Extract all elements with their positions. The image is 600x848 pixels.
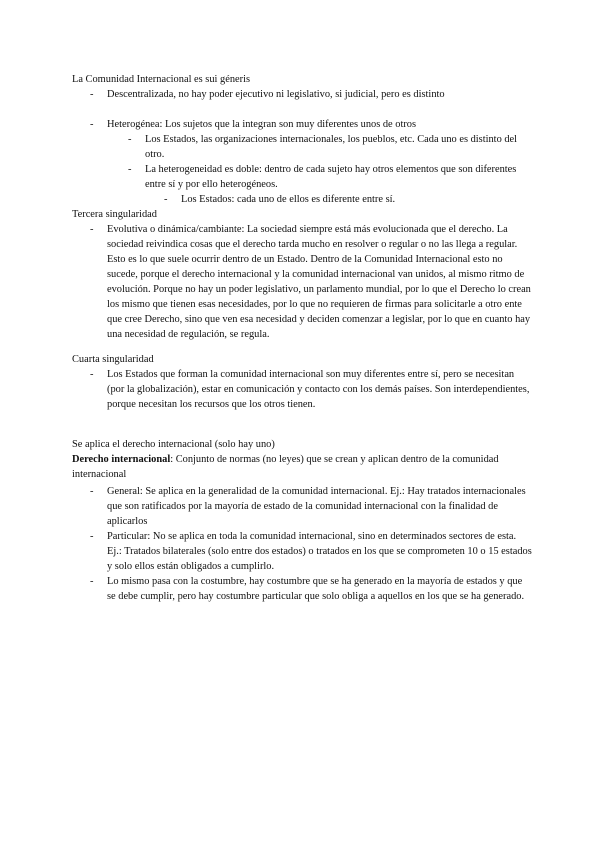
bullet-dash: -	[90, 369, 94, 380]
list-item: - Heterogénea: Los sujetos que la integran son muy diferentes unos de otros	[90, 119, 417, 130]
list-item: - Particular: No se aplica en toda la comunidad internacional, sino en determinados sectores de esta. Ej.: Tratados bilaterales (solo entre dos estados) o tratados en los que se comprometen 10 o 15 estados y solo ellos están obligados a cumplirlo.	[90, 531, 532, 572]
definition-text: : Conjunto de normas (no leyes) que se crean y aplican dentro de la comunidad internacional	[72, 454, 499, 480]
bullet-dash: -	[128, 164, 132, 175]
heading-tercera-singularidad: Tercera singularidad	[72, 209, 157, 220]
list-item: - La heterogeneidad es doble: dentro de cada sujeto hay otros elementos que son diferentes entre sí y por ello heterogéneos.	[128, 164, 517, 190]
bullet-dash: -	[90, 531, 94, 542]
list-item: - Descentralizada, no hay poder ejecutivo ni legislativo, si judicial, pero es distinto	[90, 89, 445, 100]
bullet-dash: -	[90, 224, 94, 235]
bullet-dash: -	[90, 89, 94, 100]
list-cuarta-singularidad	[72, 367, 532, 412]
bullet-dash: -	[128, 134, 132, 145]
list-item: - Los Estados, las organizaciones internacionales, los pueblos, etc. Cada uno es distinto del otro.	[128, 134, 518, 160]
heading-comunidad-sui-generis: La Comunidad Internacional es sui géneris	[72, 74, 251, 85]
bullet-dash: -	[90, 576, 94, 587]
heading-cuarta-singularidad: Cuarta singularidad	[72, 354, 154, 365]
list-comunidad-features	[72, 87, 532, 102]
list-heterogenea	[72, 117, 532, 207]
list-tercera-singularidad	[72, 222, 532, 342]
bullet-dash: -	[90, 119, 94, 130]
bullet-dash: -	[90, 486, 94, 497]
definition-term: Derecho internacional	[72, 454, 171, 465]
definition-derecho-internacional	[72, 452, 532, 482]
list-item: - Los Estados que forman la comunidad internacional son muy diferentes entre sí, pero se necesitan (por la globalización), estar en comunicación y contacto con los demás países. Son interdependientes, porque necesitan los recursos que los otros tienen.	[90, 369, 530, 410]
list-item: - Los Estados: cada uno de ellos es diferente entre sí.	[164, 194, 396, 205]
list-item: - Evolutiva o dinámica/cambiante: La sociedad siempre está más evolucionada que el derecho. La sociedad reivindica cosas que el derecho tarda mucho en resolver o regular o no las llega a regular. Esto es lo que suele ocurrir dentro de un Estado. Dentro de la Comunidad Internacional esto no sucede, porque el derecho internacional y la comunidad internacional van unidos, al mismo ritmo de evolución. Porque no hay un poder legislativo, un parlamento mundial, por lo que el Derecho lo crean los mismo que tienen esas necesidades, por lo que no requieren de firmas para solicitarle a otro ente que cree Derecho, sino que ven esa necesidad y deciden comenzar a legislar, por lo que en cuanto hay una necesidad de regulación, se regula.	[90, 224, 531, 340]
list-item: - General: Se aplica en la generalidad de la comunidad internacional. Ej.: Hay tratados internacionales que son ratificados por la mayoría de estado de la comunidad internacional con la finalidad de aplicarlos	[90, 486, 526, 527]
bullet-dash: -	[164, 194, 168, 205]
list-item: - Lo mismo pasa con la costumbre, hay costumbre que se ha generado en la mayoría de estados y que se debe cumplir, pero hay costumbre particular que solo obliga a aquellos en los que se ha generado.	[90, 576, 525, 602]
list-derecho-types	[72, 484, 532, 604]
heading-derecho-internacional: Se aplica el derecho internacional (solo hay uno)	[72, 439, 275, 450]
